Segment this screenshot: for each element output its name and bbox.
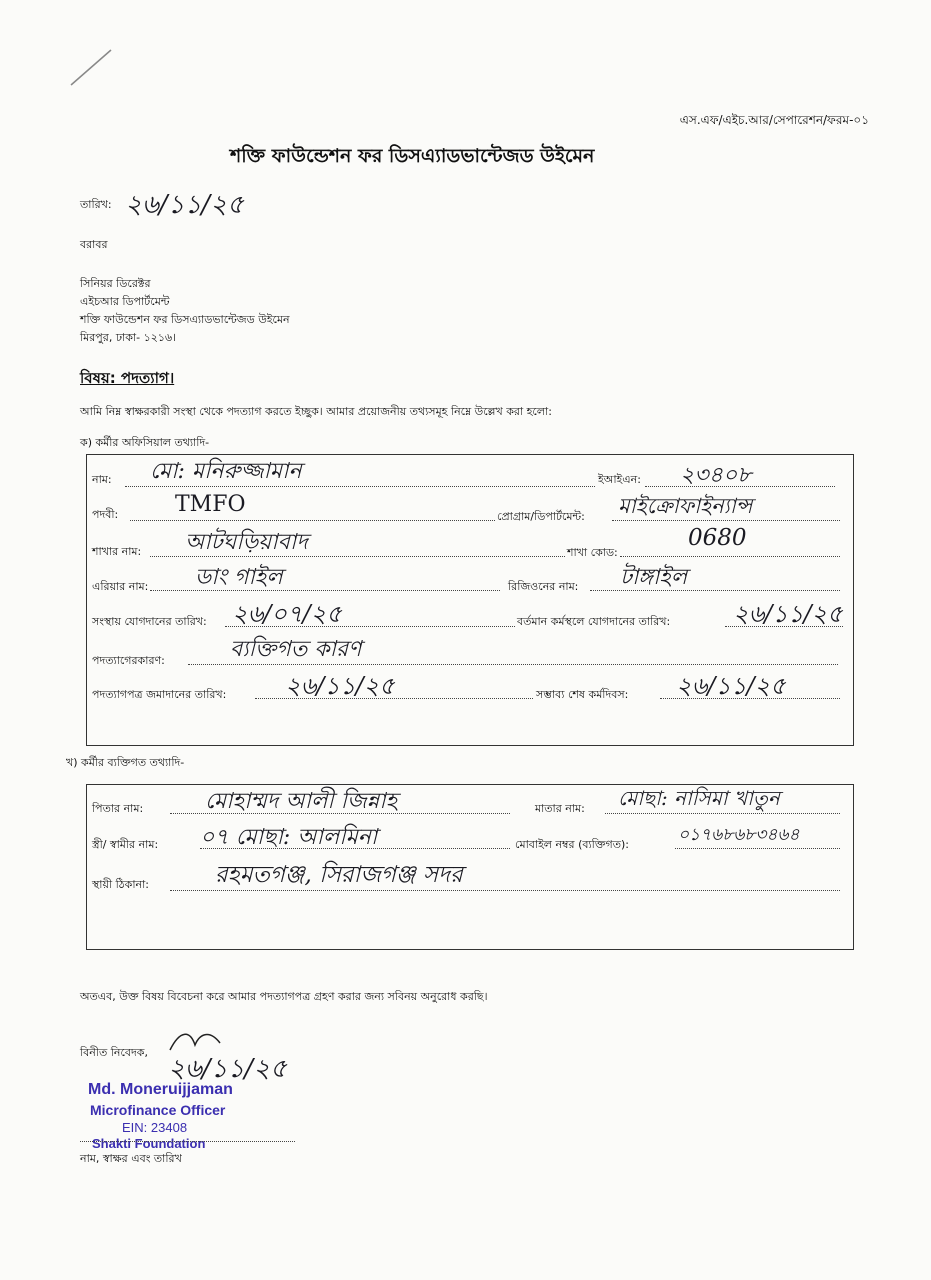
to-line-4: মিরপুর, ঢাকা- ১২১৬। [80,331,177,344]
pen-mark [66,45,116,90]
area-label: এরিয়ার নাম: [92,580,149,593]
submit-label: পদত্যাগপত্র জমাদানের তারিখ: [92,688,227,701]
sign-footer: নাম, স্বাক্ষর এবং তারিখ [80,1152,182,1165]
submit-value[interactable]: ২৬/১১/২৫ [285,672,395,700]
closing-text: অতএব, উক্ত বিষয় বিবেচনা করে আমার পদত্যাগপত্র গ্রহণ করার জন্য সবিনয় অনুরোধ করছি। [80,990,488,1003]
name-label: নাম: [92,473,112,486]
form-code: এস.এফ/এইচ.আর/সেপারেশন/ফরম-০১ [679,113,869,127]
address-value[interactable]: রহমতগঞ্জ, সিরাজগঞ্জ সদর [215,862,463,888]
area-value[interactable]: ডাং গাইল [195,565,283,590]
intro-text: আমি নিম্ন স্বাক্ষরকারী সংস্থা থেকে পদত্যাগ করতে ইচ্ছুক। আমার প্রয়োজনীয় তথ্যসমূহ নিম্নে উল্লেখ করা হলো: [80,405,552,418]
name-value[interactable]: মো: মনিরুজ্জামান [150,459,302,484]
org-title: শক্তি ফাউন্ডেশন ফর ডিসএ্যাডভান্টেজড উইমেন [230,145,595,167]
mother-value[interactable]: মোছা: নাসিমা খাতুন [618,786,780,810]
branch-label: শাখার নাম: [92,545,142,558]
reason-label: পদত্যাগেরকারণ: [92,654,165,667]
address-label: স্থায়ী ঠিকানা: [92,878,149,891]
sign-date: ২৬/১১/২৫ [168,1054,287,1084]
sign-label: বিনীত নিবেদক, [80,1046,148,1059]
branch-value[interactable]: আটঘড়িয়াবাদ [185,530,308,555]
stamp-title: Microfinance Officer [90,1102,226,1118]
branch-code-label: শাখা কোড: [567,546,618,559]
personal-heading: খ) কর্মীর ব্যক্তিগত তথ্যাদি- [66,756,185,769]
reason-value[interactable]: ব্যক্তিগত কারণ [230,637,362,662]
ein-label: ইআইএন: [598,473,641,486]
to-line-1: সিনিয়র ডিরেক্টর [80,277,151,290]
join-value[interactable]: ২৬/০৭/২৫ [232,600,342,628]
subject: বিষয়: পদত্যাগ। [80,369,175,387]
ein-value[interactable]: ২৩৪০৮ [680,463,752,488]
to-label: বরাবর [80,238,108,251]
to-line-3: শক্তি ফাউন্ডেশন ফর ডিসএ্যাডভান্টেজড উইমেন [80,313,290,326]
stamp-name: Md. Moneruijjaman [88,1081,233,1098]
region-label: রিজিওনের নাম: [508,580,579,593]
program-label: প্রোগ্রাম/ডিপার্টমেন্ট: [497,510,585,523]
current-join-label: বর্তমান কর্মস্থলে যোগদানের তারিখ: [517,615,671,628]
current-join-value[interactable]: ২৬/১১/২৫ [733,600,843,628]
father-label: পিতার নাম: [92,802,144,815]
date-label: তারিখ: [80,198,112,211]
stamp-ein: EIN: 23408 [122,1120,188,1135]
join-label: সংস্থায় যোগদানের তারিখ: [92,615,207,628]
to-line-2: এইচআর ডিপার্টমেন্ট [80,295,170,308]
date-value: ২৬/১১/২৫ [125,190,244,220]
mobile-value[interactable]: ০১৭৬৮৬৮৩৪৬৪ [678,825,800,845]
program-value[interactable]: মাইক্রোফাইন্যান্স [618,494,753,518]
designation-value[interactable]: TMFO [175,492,246,517]
last-day-value[interactable]: ২৬/১১/২৫ [676,672,786,700]
mobile-label: মোবাইল নম্বর (ব্যক্তিগত): [515,838,629,851]
official-heading: ক) কর্মীর অফিসিয়াল তথ্যাদি- [80,436,210,449]
stamp-org: Shakti Foundation [92,1136,206,1151]
branch-code-value[interactable]: 0680 [688,525,747,551]
designation-label: পদবী: [92,508,119,521]
mother-label: মাতার নাম: [535,802,585,815]
region-value[interactable]: টাঙ্গাইল [620,565,688,590]
spouse-value[interactable]: ০৭ মোছা: আলমিনা [200,825,378,850]
spouse-label: স্ত্রী/ স্বামীর নাম: [92,838,159,851]
father-value[interactable]: মোহাম্মদ আলী জিন্নাহ [205,789,398,814]
last-day-label: সম্ভাব্য শেষ কর্মদিবস: [536,688,629,701]
